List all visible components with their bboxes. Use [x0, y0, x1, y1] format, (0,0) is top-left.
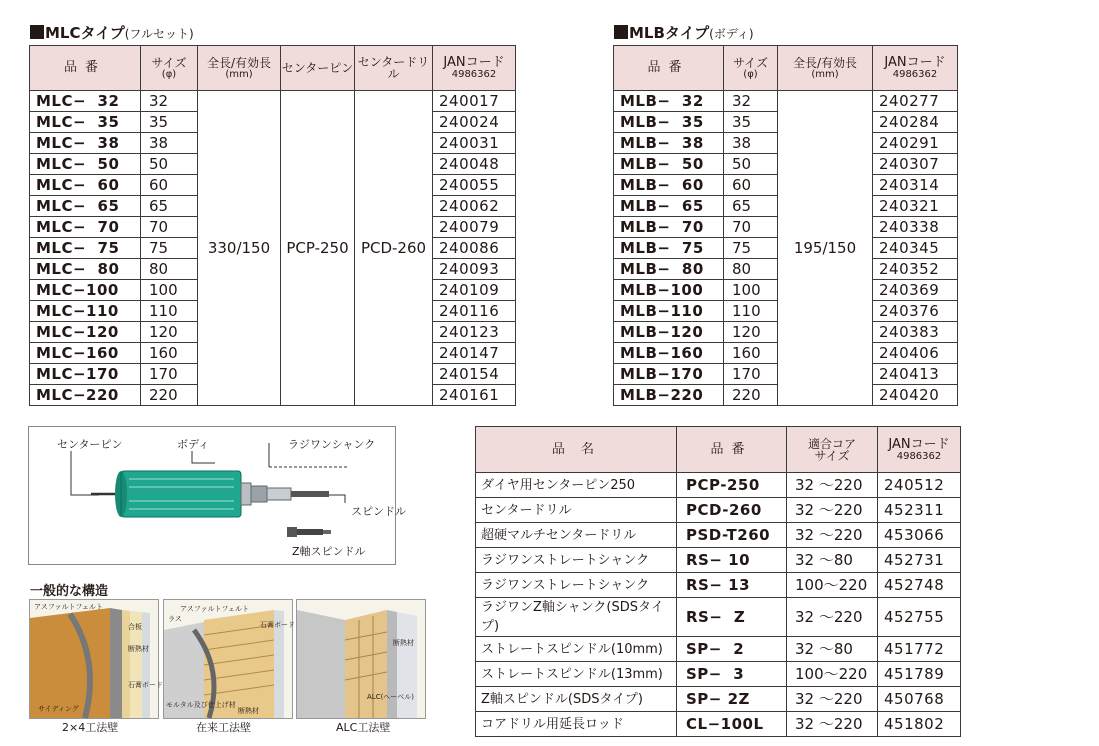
mlb-jan: 240369 [873, 280, 958, 301]
parts-code: RS− 10 [677, 548, 787, 573]
product-diagram [28, 426, 406, 565]
label-body: ボディ [177, 438, 210, 451]
parts-jan: 450768 [878, 687, 961, 712]
structure-title: 一般的な構造 [30, 584, 109, 599]
parts-core: 32 ～220 [787, 687, 878, 712]
mlb-code: MLB−160 [614, 343, 724, 364]
parts-header-hinban: 品番 [677, 427, 787, 473]
w2-mortar: モルタル及び仕上げ材 [166, 701, 236, 709]
parts-row [476, 473, 961, 498]
mlc-header-pin: センターピン [281, 46, 355, 91]
mlb-code: MLB− 75 [614, 238, 724, 259]
mlb-jan: 240307 [873, 154, 958, 175]
mlb-size: 50 [724, 154, 778, 175]
mlc-code: MLC− 50 [30, 154, 141, 175]
parts-jan: 451789 [878, 662, 961, 687]
parts-core: 100～220 [787, 573, 878, 598]
mlb-size: 35 [724, 112, 778, 133]
mlc-jan: 240079 [433, 217, 516, 238]
parts-row [476, 637, 961, 662]
parts-name: 超硬マルチセンタードリル [476, 523, 677, 548]
parts-code: PCP-250 [677, 473, 787, 498]
mlc-size: 75 [141, 238, 198, 259]
mlb-size: 80 [724, 259, 778, 280]
mlc-code: MLC− 38 [30, 133, 141, 154]
mlc-jan: 240031 [433, 133, 516, 154]
w1-insulation: 断熱材 [128, 645, 149, 653]
mlc-jan: 240024 [433, 112, 516, 133]
mlc-size: 120 [141, 322, 198, 343]
parts-core: 32 ～220 [787, 712, 878, 737]
parts-name: ストレートスピンドル(13mm) [476, 662, 677, 687]
mlb-jan: 240277 [873, 91, 958, 112]
parts-jan: 452311 [878, 498, 961, 523]
parts-row [476, 598, 961, 637]
w1-gypsum: 石膏ボード [128, 681, 163, 689]
mlc-code: MLC− 65 [30, 196, 141, 217]
mlb-header-hinban: 品番 [614, 46, 724, 91]
w2-gypsum: 石膏ボード [260, 621, 295, 629]
mlb-size: 75 [724, 238, 778, 259]
parts-name: コアドリル用延長ロッド [476, 712, 677, 737]
parts-code: SP− 2 [677, 637, 787, 662]
w2-lath: ラス [168, 615, 182, 623]
mlc-size: 60 [141, 175, 198, 196]
mlc-size: 220 [141, 385, 198, 406]
mlc-jan: 240154 [433, 364, 516, 385]
parts-name: センタードリル [476, 498, 677, 523]
parts-row [476, 498, 961, 523]
mlb-length: 195/150 [778, 91, 873, 406]
mlb-jan: 240420 [873, 385, 958, 406]
mlb-header-size: サイズ (φ) [724, 46, 778, 91]
parts-core: 32 ～220 [787, 473, 878, 498]
mlc-title: MLCタイプ [45, 24, 125, 42]
mlc-row [30, 91, 516, 112]
parts-code: PCD-260 [677, 498, 787, 523]
mlb-code: MLB−110 [614, 301, 724, 322]
mlb-header-length: 全長/有効長 (mm) [778, 46, 873, 91]
mlb-title: MLBタイプ [629, 24, 710, 42]
mlc-size: 80 [141, 259, 198, 280]
parts-header-jan: JANコード 4986362 [878, 427, 961, 473]
parts-name: ストレートスピンドル(10mm) [476, 637, 677, 662]
mlb-code: MLB− 60 [614, 175, 724, 196]
mlb-code: MLB−100 [614, 280, 724, 301]
mlc-header-size: サイズ (φ) [141, 46, 198, 91]
parts-row [476, 687, 961, 712]
mlc-code: MLC−170 [30, 364, 141, 385]
parts-jan: 452731 [878, 548, 961, 573]
w2-felt: アスファルトフェルト [180, 605, 250, 613]
mlc-jan: 240086 [433, 238, 516, 259]
mlb-jan: 240413 [873, 364, 958, 385]
parts-name: ラジワンZ軸シャンク(SDSタイプ) [476, 598, 677, 637]
label-center-pin: センターピン [57, 438, 123, 451]
mlb-size: 170 [724, 364, 778, 385]
mlc-header-drill: センタードリル [355, 46, 433, 91]
mlc-jan: 240147 [433, 343, 516, 364]
mlb-jan: 240345 [873, 238, 958, 259]
mlb-section-title [614, 22, 754, 43]
mlc-jan: 240161 [433, 385, 516, 406]
mlc-header-hinban: 品番 [30, 46, 141, 91]
parts-code: SP− 3 [677, 662, 787, 687]
mlb-code: MLB− 50 [614, 154, 724, 175]
parts-jan: 452748 [878, 573, 961, 598]
mlb-code: MLB− 35 [614, 112, 724, 133]
mlc-size: 70 [141, 217, 198, 238]
mlb-code: MLB− 38 [614, 133, 724, 154]
mlc-jan: 240062 [433, 196, 516, 217]
parts-code: PSD-T260 [677, 523, 787, 548]
mlb-jan: 240383 [873, 322, 958, 343]
w2-insulation: 断熱材 [238, 707, 259, 715]
parts-name: Z軸スピンドル(SDSタイプ) [476, 687, 677, 712]
mlb-code: MLB− 65 [614, 196, 724, 217]
parts-core: 32 ～80 [787, 637, 878, 662]
parts-core: 32 ～220 [787, 498, 878, 523]
mlc-length: 330/150 [198, 91, 281, 406]
mlc-jan: 240109 [433, 280, 516, 301]
parts-name: ダイヤ用センターピン250 [476, 473, 677, 498]
mlb-code: MLB− 80 [614, 259, 724, 280]
mlb-code: MLB−220 [614, 385, 724, 406]
mlb-jan: 240284 [873, 112, 958, 133]
parts-core: 32 ～80 [787, 548, 878, 573]
mlb-jan: 240376 [873, 301, 958, 322]
mlc-code: MLC−160 [30, 343, 141, 364]
w1-siding: サイディング [38, 705, 79, 713]
mlc-size: 35 [141, 112, 198, 133]
core-drill-illustration [29, 427, 395, 564]
mlb-row [614, 91, 958, 112]
mlc-code: MLC−120 [30, 322, 141, 343]
parts-header-core: 適合コア サイズ [787, 427, 878, 473]
mlb-code: MLB−170 [614, 364, 724, 385]
mlc-size: 50 [141, 154, 198, 175]
parts-code: RS− Z [677, 598, 787, 637]
parts-row [476, 573, 961, 598]
wall-zairai [163, 599, 293, 719]
mlb-code: MLB− 32 [614, 91, 724, 112]
mlc-code: MLC− 80 [30, 259, 141, 280]
mlb-header-jan: JANコード 4986362 [873, 46, 958, 91]
parts-code: RS− 13 [677, 573, 787, 598]
label-shank: ラジワンシャンク [288, 438, 376, 451]
wall-2x4 [29, 599, 163, 719]
mlb-size: 100 [724, 280, 778, 301]
parts-row [476, 712, 961, 737]
mlc-size: 38 [141, 133, 198, 154]
caption-2x4: 2×4工法壁 [62, 721, 119, 734]
square-bullet-icon [30, 25, 44, 39]
parts-jan: 452755 [878, 598, 961, 637]
parts-jan: 451802 [878, 712, 961, 737]
w3-insulation: 断熱材 [393, 639, 414, 647]
mlc-code: MLC− 70 [30, 217, 141, 238]
parts-core: 32 ～220 [787, 598, 878, 637]
parts-code: SP− 2Z [677, 687, 787, 712]
mlb-title-sub: (ボディ) [709, 27, 754, 41]
mlb-size: 32 [724, 91, 778, 112]
mlc-size: 100 [141, 280, 198, 301]
mlc-code: MLC−220 [30, 385, 141, 406]
mlc-size: 65 [141, 196, 198, 217]
mlc-code: MLC− 60 [30, 175, 141, 196]
mlc-size: 110 [141, 301, 198, 322]
mlc-jan: 240116 [433, 301, 516, 322]
w1-plywood: 合板 [128, 623, 142, 631]
mlc-jan: 240048 [433, 154, 516, 175]
mlc-header-length: 全長/有効長 (mm) [198, 46, 281, 91]
parts-row [476, 523, 961, 548]
parts-core: 100～220 [787, 662, 878, 687]
parts-header-name: 品 名 [476, 427, 677, 473]
mlc-code: MLC−100 [30, 280, 141, 301]
mlb-size: 70 [724, 217, 778, 238]
mlc-jan: 240017 [433, 91, 516, 112]
mlc-drill: PCD-260 [355, 91, 433, 406]
parts-jan: 240512 [878, 473, 961, 498]
mlc-section-title [30, 22, 194, 43]
mlc-table [29, 45, 516, 406]
mlc-size: 32 [141, 91, 198, 112]
mlc-code: MLC− 35 [30, 112, 141, 133]
mlc-code: MLC− 32 [30, 91, 141, 112]
mlb-size: 120 [724, 322, 778, 343]
mlb-size: 220 [724, 385, 778, 406]
mlb-jan: 240314 [873, 175, 958, 196]
label-spindle: スピンドル [351, 505, 406, 518]
mlc-jan: 240055 [433, 175, 516, 196]
mlc-code: MLC−110 [30, 301, 141, 322]
square-bullet-icon [614, 25, 628, 39]
mlc-jan: 240093 [433, 259, 516, 280]
mlc-size: 160 [141, 343, 198, 364]
mlc-pin: PCP-250 [281, 91, 355, 406]
wall-2x4-illustration [30, 600, 158, 718]
w3-alc: ALC(ヘーベル) [367, 693, 415, 701]
parts-jan: 451772 [878, 637, 961, 662]
w1-felt: アスファルトフェルト [34, 603, 104, 611]
parts-core: 32 ～220 [787, 523, 878, 548]
parts-name: ラジワンストレートシャンク [476, 548, 677, 573]
mlb-jan: 240291 [873, 133, 958, 154]
mlb-code: MLB−120 [614, 322, 724, 343]
mlb-size: 110 [724, 301, 778, 322]
mlb-jan: 240321 [873, 196, 958, 217]
mlb-size: 160 [724, 343, 778, 364]
parts-code: CL−100L [677, 712, 787, 737]
parts-jan: 453066 [878, 523, 961, 548]
mlc-size: 170 [141, 364, 198, 385]
mlc-header-jan: JANコード 4986362 [433, 46, 516, 91]
mlc-jan: 240123 [433, 322, 516, 343]
caption-zairai: 在来工法壁 [196, 721, 251, 734]
mlb-size: 65 [724, 196, 778, 217]
mlb-size: 38 [724, 133, 778, 154]
mlb-jan: 240406 [873, 343, 958, 364]
mlb-jan: 240338 [873, 217, 958, 238]
wall-alc [296, 599, 426, 719]
mlc-code: MLC− 75 [30, 238, 141, 259]
parts-name: ラジワンストレートシャンク [476, 573, 677, 598]
mlb-table [613, 45, 958, 406]
label-z-spindle: Z軸スピンドル [292, 545, 366, 558]
caption-alc: ALC工法壁 [336, 721, 391, 734]
mlb-jan: 240352 [873, 259, 958, 280]
parts-table [475, 426, 961, 737]
mlb-code: MLB− 70 [614, 217, 724, 238]
parts-row [476, 548, 961, 573]
mlb-size: 60 [724, 175, 778, 196]
parts-row [476, 662, 961, 687]
mlc-title-sub: (フルセット) [124, 27, 194, 41]
